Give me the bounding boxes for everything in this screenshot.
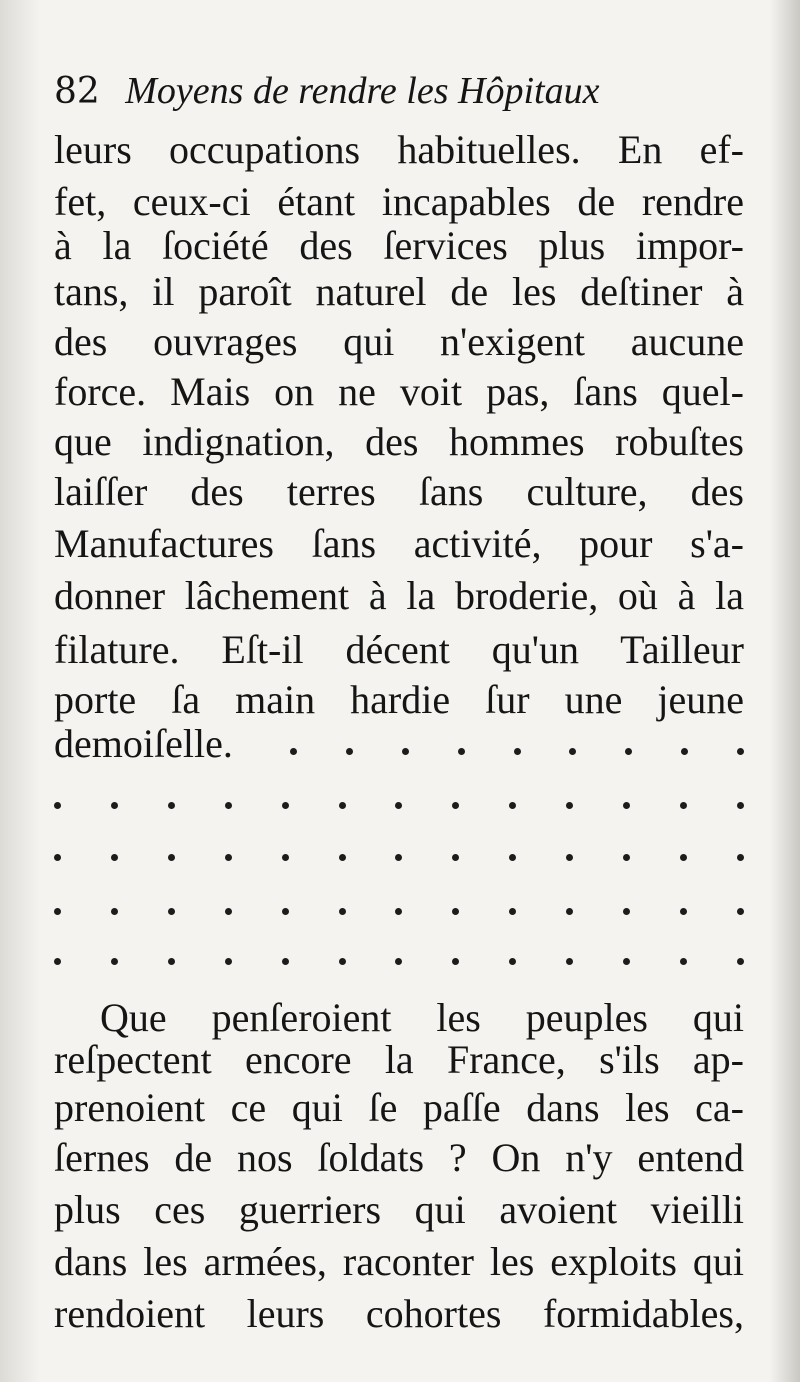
ellipsis-dot [566,908,573,915]
ellipsis-dot [452,908,459,915]
text-line: force. Mais on ne voit pas, ſans quel- [54,369,744,414]
ellipsis-dot [111,958,118,965]
ellipsis-row [290,736,744,766]
page-number: 82 [54,71,100,112]
ellipsis-dot [395,958,402,965]
ellipsis-dot [225,854,232,861]
text-line: porte ſa main hardie ſur une jeune [54,677,744,722]
ellipsis-dot [680,802,687,809]
ellipsis-dot [625,748,632,755]
text-line: reſpectent encore la France, s'ils ap- [54,1037,744,1082]
ellipsis-row [54,896,744,926]
ellipsis-dot [168,854,175,861]
ellipsis-dot [282,958,289,965]
ellipsis-dot [509,908,516,915]
ellipsis-dot [225,908,232,915]
ellipsis-dot [509,854,516,861]
ellipsis-dot [111,802,118,809]
ellipsis-dot [395,908,402,915]
ellipsis-dot [509,958,516,965]
text-line: tans, il paroît naturel de les deſtiner à [54,269,744,314]
text-line: Manufactures ſans activité, pour s'a- [54,521,744,566]
text-line: à la ſociété des ſervices plus impor- [54,223,744,268]
ellipsis-dot [54,958,61,965]
ellipsis-dot [514,748,521,755]
ellipsis-dot [168,802,175,809]
ellipsis-dot [168,958,175,965]
ellipsis-dot [290,748,297,755]
text-line: fet, ceux-ci étant incapables de rendre [54,179,744,224]
ellipsis-dot [339,854,346,861]
ellipsis-dot [509,802,516,809]
ellipsis-dot [339,802,346,809]
ellipsis-dot [680,958,687,965]
ellipsis-dot [458,748,465,755]
ellipsis-dot [452,854,459,861]
ellipsis-dot [566,958,573,965]
ellipsis-dot [282,802,289,809]
ellipsis-dot [737,908,744,915]
ellipsis-dot [346,748,353,755]
ellipsis-row [54,790,744,820]
text-line: demoiſelle. [54,721,233,766]
ellipsis-dot [566,854,573,861]
ellipsis-dot [623,854,630,861]
ellipsis-dot [282,854,289,861]
ellipsis-dot [111,908,118,915]
ellipsis-dot [339,958,346,965]
ellipsis-dot [168,908,175,915]
page-shadow-left [0,0,40,1382]
ellipsis-row [54,946,744,976]
ellipsis-dot [54,854,61,861]
ellipsis-dot [339,908,346,915]
ellipsis-dot [54,908,61,915]
ellipsis-dot [737,748,744,755]
ellipsis-dot [111,854,118,861]
ellipsis-dot [395,854,402,861]
ellipsis-dot [282,908,289,915]
ellipsis-dot [737,854,744,861]
ellipsis-dot [402,748,409,755]
ellipsis-dot [680,908,687,915]
text-line: donner lâchement à la broderie, où à la [54,573,744,618]
text-line: filature. Eſt-il décent qu'un Tailleur [54,627,744,672]
text-line: dans les armées, raconter les exploits qui [54,1239,744,1284]
ellipsis-dot [681,748,688,755]
ellipsis-dot [395,802,402,809]
ellipsis-dot [737,958,744,965]
ellipsis-dot [566,802,573,809]
ellipsis-dot [54,802,61,809]
text-line: ſernes de nos ſoldats ? On n'y entend [54,1135,744,1180]
text-line: rendoient leurs cohortes formidables, [54,1291,744,1336]
ellipsis-dot [737,802,744,809]
text-line: des ouvrages qui n'exigent aucune [54,319,744,364]
ellipsis-dot [225,958,232,965]
text-line: plus ces guerriers qui avoient vieilli [54,1187,744,1232]
ellipsis-dot [623,908,630,915]
ellipsis-dot [623,958,630,965]
text-line: que indignation, des hommes robuſtes [54,419,744,464]
ellipsis-row [54,842,744,872]
ellipsis-dot [452,958,459,965]
text-line: Que penſeroient les peuples qui [100,995,744,1040]
ellipsis-dot [623,802,630,809]
text-line: leurs occupations habituelles. En ef- [54,127,744,172]
ellipsis-dot [680,854,687,861]
ellipsis-dot [569,748,576,755]
page-shadow-right [770,0,800,1382]
text-line: laiſſer des terres ſans culture, des [54,469,744,514]
running-title: Moyens de rendre les Hôpitaux [125,70,600,112]
page-header [54,66,754,116]
ellipsis-dot [225,802,232,809]
ellipsis-dot [452,802,459,809]
text-line: prenoient ce qui ſe paſſe dans les ca- [54,1085,744,1130]
